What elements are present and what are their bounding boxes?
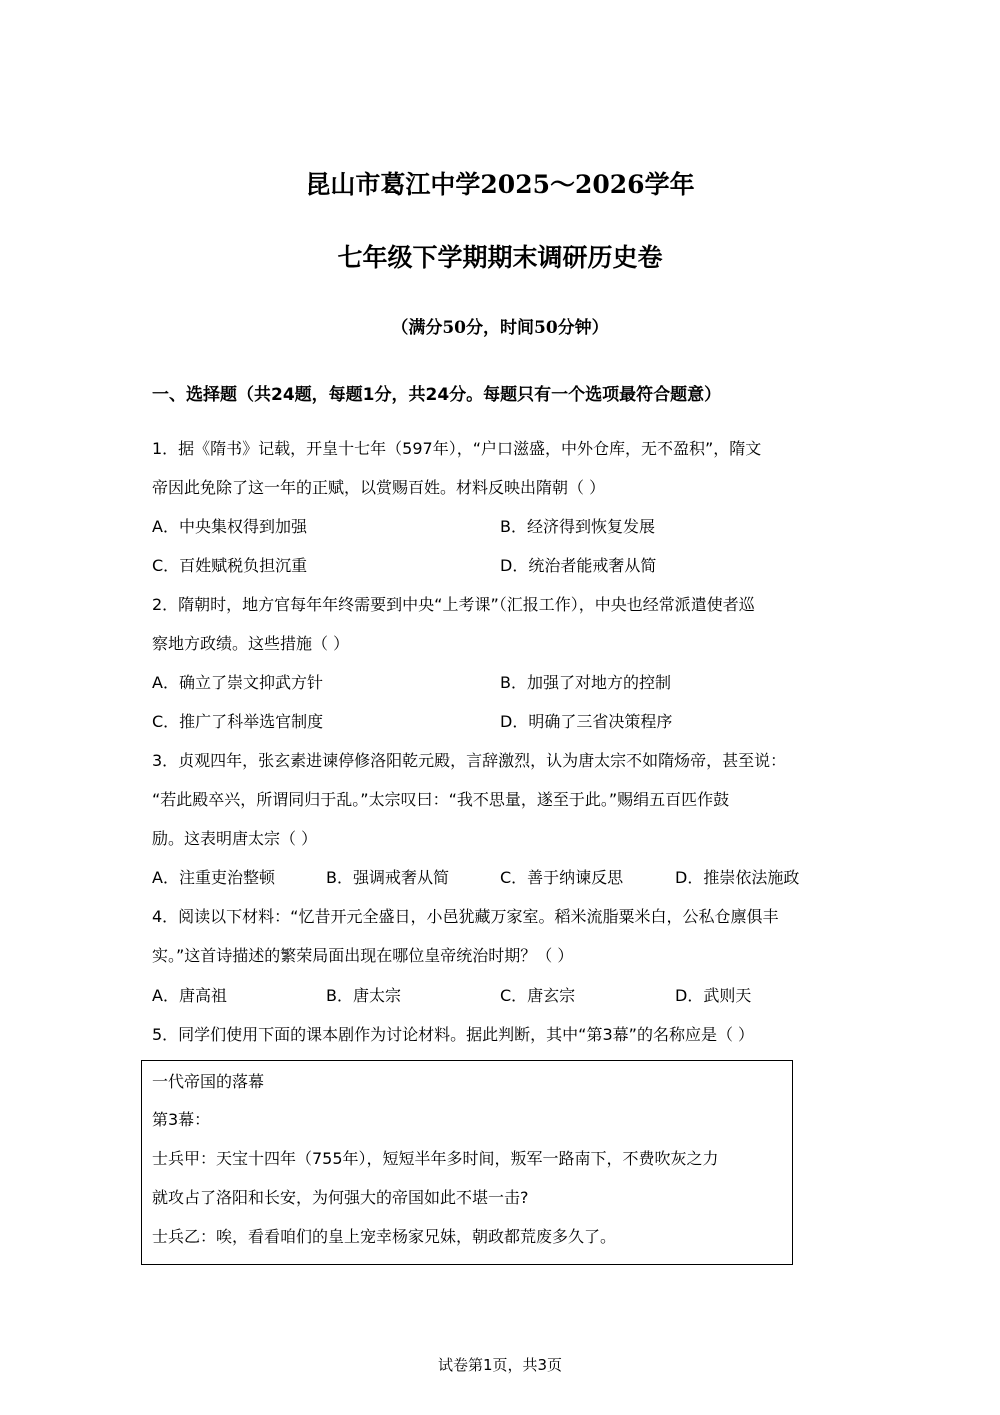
question-2-option-c: C．推广了科举选官制度 <box>152 712 324 731</box>
score-info: （满分50分，时间50分钟） <box>391 318 609 338</box>
question-1-option-a: A．中央集权得到加强 <box>152 517 307 536</box>
question-3-option-a: A．注重吏治整顿 <box>152 868 275 887</box>
question-5 <box>152 1015 852 1054</box>
question-5-line-1: 5．同学们使用下面的课本剧作为讨论材料。据此判断，其中“第3幕”的名称应是（ ） <box>152 1025 755 1044</box>
question-2-line-2: 察地方政绩。这些措施（ ） <box>152 634 350 653</box>
material-box-title: 一代帝国的落幕 <box>152 1072 265 1091</box>
material-box-line-2: 第3幕： <box>152 1110 211 1129</box>
material-box-line-4: 就攻占了洛阳和长安，为何强大的帝国如此不堪一击? <box>152 1188 529 1207</box>
question-2-option-b: B．加强了对地方的控制 <box>500 673 671 692</box>
question-3-line-2: “若此殿卒兴，所谓同归于乱。”太宗叹曰：“我不思量，遂至于此。”赐绢五百匹作鼓 <box>152 790 730 809</box>
material-box-line-5: 士兵乙：唉，看看咱们的皇上宠幸杨家兄妹，朝政都荒废多久了。 <box>152 1227 617 1246</box>
question-3-option-c: C．善于纳谏反思 <box>500 868 624 887</box>
question-1-option-d: D．统治者能戒奢从简 <box>500 556 657 575</box>
question-3-option-d: D．推崇依法施政 <box>675 868 800 887</box>
question-1-option-b: B．经济得到恢复发展 <box>500 517 655 536</box>
question-2-line-1: 2．隋朝时，地方官每年年终需要到中央“上考课”（汇报工作），中央也经常派遣使者巡 <box>152 595 755 614</box>
question-3 <box>152 741 852 858</box>
question-2-option-a: A．确立了崇文抑武方针 <box>152 673 323 692</box>
question-1 <box>152 429 852 507</box>
question-4-option-b: B．唐太宗 <box>326 986 401 1005</box>
question-1-line-1: 1．据《隋书》记载，开皇十七年（597年），“户口滋盛，中外仓库，无不盈积”，隋文 <box>152 439 762 458</box>
exam-title-line1: 昆山市葛江中学2025～2026学年 <box>305 170 695 199</box>
question-4-option-c: C．唐玄宗 <box>500 986 576 1005</box>
question-3-line-3: 励。这表明唐太宗（ ） <box>152 829 318 848</box>
question-4-line-1: 4．阅读以下材料：“忆昔开元全盛日，小邑犹藏万家室。稻米流脂粟米白，公私仓廪俱丰 <box>152 907 779 926</box>
question-2-option-d: D．明确了三省决策程序 <box>500 712 673 731</box>
question-4 <box>152 897 852 975</box>
question-1-line-2: 帝因此免除了这一年的正赋，以赏赐百姓。材料反映出隋朝（ ） <box>152 478 606 497</box>
exam-title-line2: 七年级下学期期末调研历史卷 <box>337 243 663 272</box>
question-3-line-1: 3．贞观四年，张玄素进谏停修洛阳乾元殿，言辞激烈，认为唐太宗不如隋炀帝，甚至说： <box>152 751 787 770</box>
question-4-line-2: 实。”这首诗描述的繁荣局面出现在哪位皇帝统治时期？（ ） <box>152 946 574 965</box>
section-heading: 一、选择题（共24题，每题1分，共24分。每题只有一个选项最符合题意） <box>152 385 722 405</box>
question-3-option-b: B．强调戒奢从简 <box>326 868 449 887</box>
question-1-option-c: C．百姓赋税负担沉重 <box>152 556 308 575</box>
material-box <box>141 1060 793 1265</box>
question-4-option-a: A．唐高祖 <box>152 986 227 1005</box>
material-box-line-3: 士兵甲：天宝十四年（755年），短短半年多时间，叛军一路南下，不费吹灰之力 <box>152 1149 719 1168</box>
question-4-option-d: D．武则天 <box>675 986 752 1005</box>
question-2 <box>152 585 852 663</box>
page-footer: 试卷第1页，共3页 <box>437 1356 563 1374</box>
